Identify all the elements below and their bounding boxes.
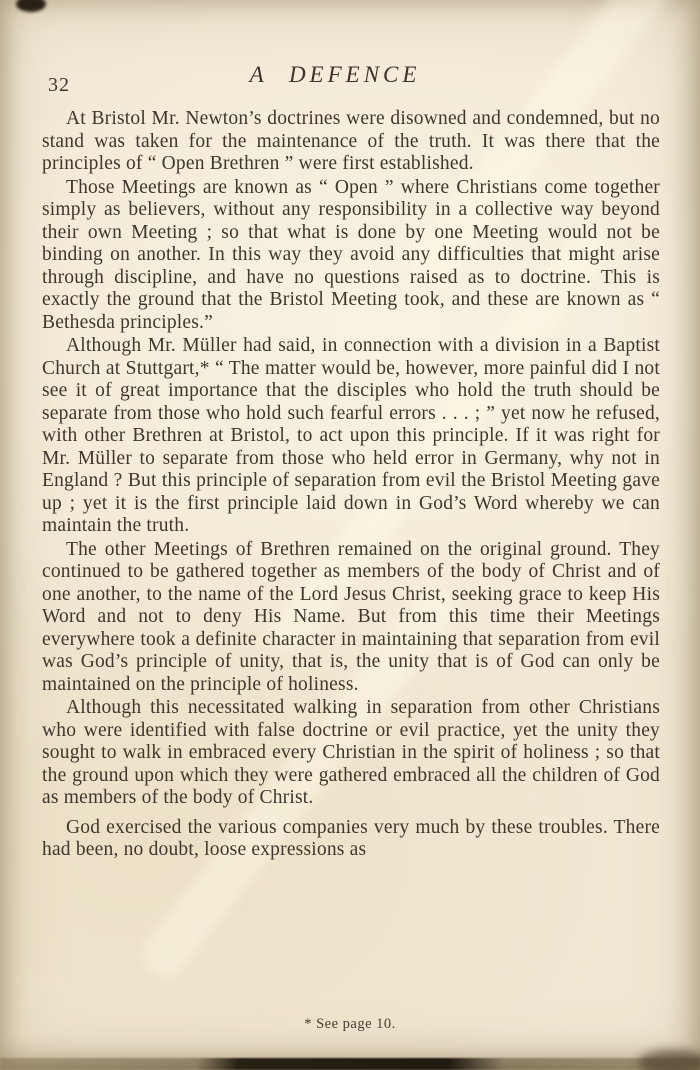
running-title: A DEFENCE: [249, 62, 421, 87]
page-number: 32: [48, 74, 70, 96]
body-paragraph-3: Although Mr. Müller had said, in connection with a division in a Baptist Church at Stuttgart,* “ The matter would be, however, more painful did I not see it of great importance that the disciples who hold the truth should be separate from those who hold such fearful errors . . . ; ” yet now he refused, with other Brethren at Bristol, to act upon this principle. If it was right for Mr. Müller to separate from those who held error in Germany, why not in England ? But this principle of separation from evil the Bristol Meeting gave up ; yet it is the first principle laid down in God’s Word whereby we can maintain the truth.: [42, 335, 660, 536]
body-paragraph-6: God exercised the various companies very much by these troubles. There had been, no doubt, loose expressions as: [42, 816, 660, 860]
body-paragraph-2: Those Meetings are known as “ Open ” where Christians come together simply as believers, without any responsibility in a collective way beyond their own Meeting ; so that what is done by one Meeting would not be binding on another. In this way they avoid any difficulties that might arise through discipline, and have no questions raised as to doctrine. This is exactly the ground that the Bristol Meeting took, and these are known as “ Bethesda principles.”: [42, 176, 660, 333]
page-body: [42, 108, 660, 862]
body-paragraph-4: The other Meetings of Brethren remained on the original ground. They continued to be gathered together as members of the body of Christ and of one another, to the name of the Lord Jesus Christ, seeking grace to keep His Word and not to deny His Name. But from this time their Meetings everywhere took a definite character in maintaining that separation from evil was God’s principle of unity, that is, the unity that is of God can only be maintained on the principle of holiness.: [42, 538, 660, 695]
footnote: * See page 10.: [304, 1016, 396, 1032]
body-paragraph-5: Although this necessitated walking in separation from other Christians who were identified with false doctrine or evil practice, yet the unity they sought to walk in embraced every Christian in the spirit of holiness ; so that the ground upon which they were gathered embraced all the children of God as members of the body of Christ.: [42, 697, 660, 808]
body-paragraph-1: At Bristol Mr. Newton’s doctrines were disowned and condemned, but no stand was taken for the maintenance of the truth. It was there that the principles of “ Open Brethren ” were first established.: [42, 108, 660, 174]
scan-artifact-bottom-band: [0, 1058, 700, 1070]
scan-artifact-top-left: [16, 0, 46, 12]
page-header: [0, 60, 700, 94]
